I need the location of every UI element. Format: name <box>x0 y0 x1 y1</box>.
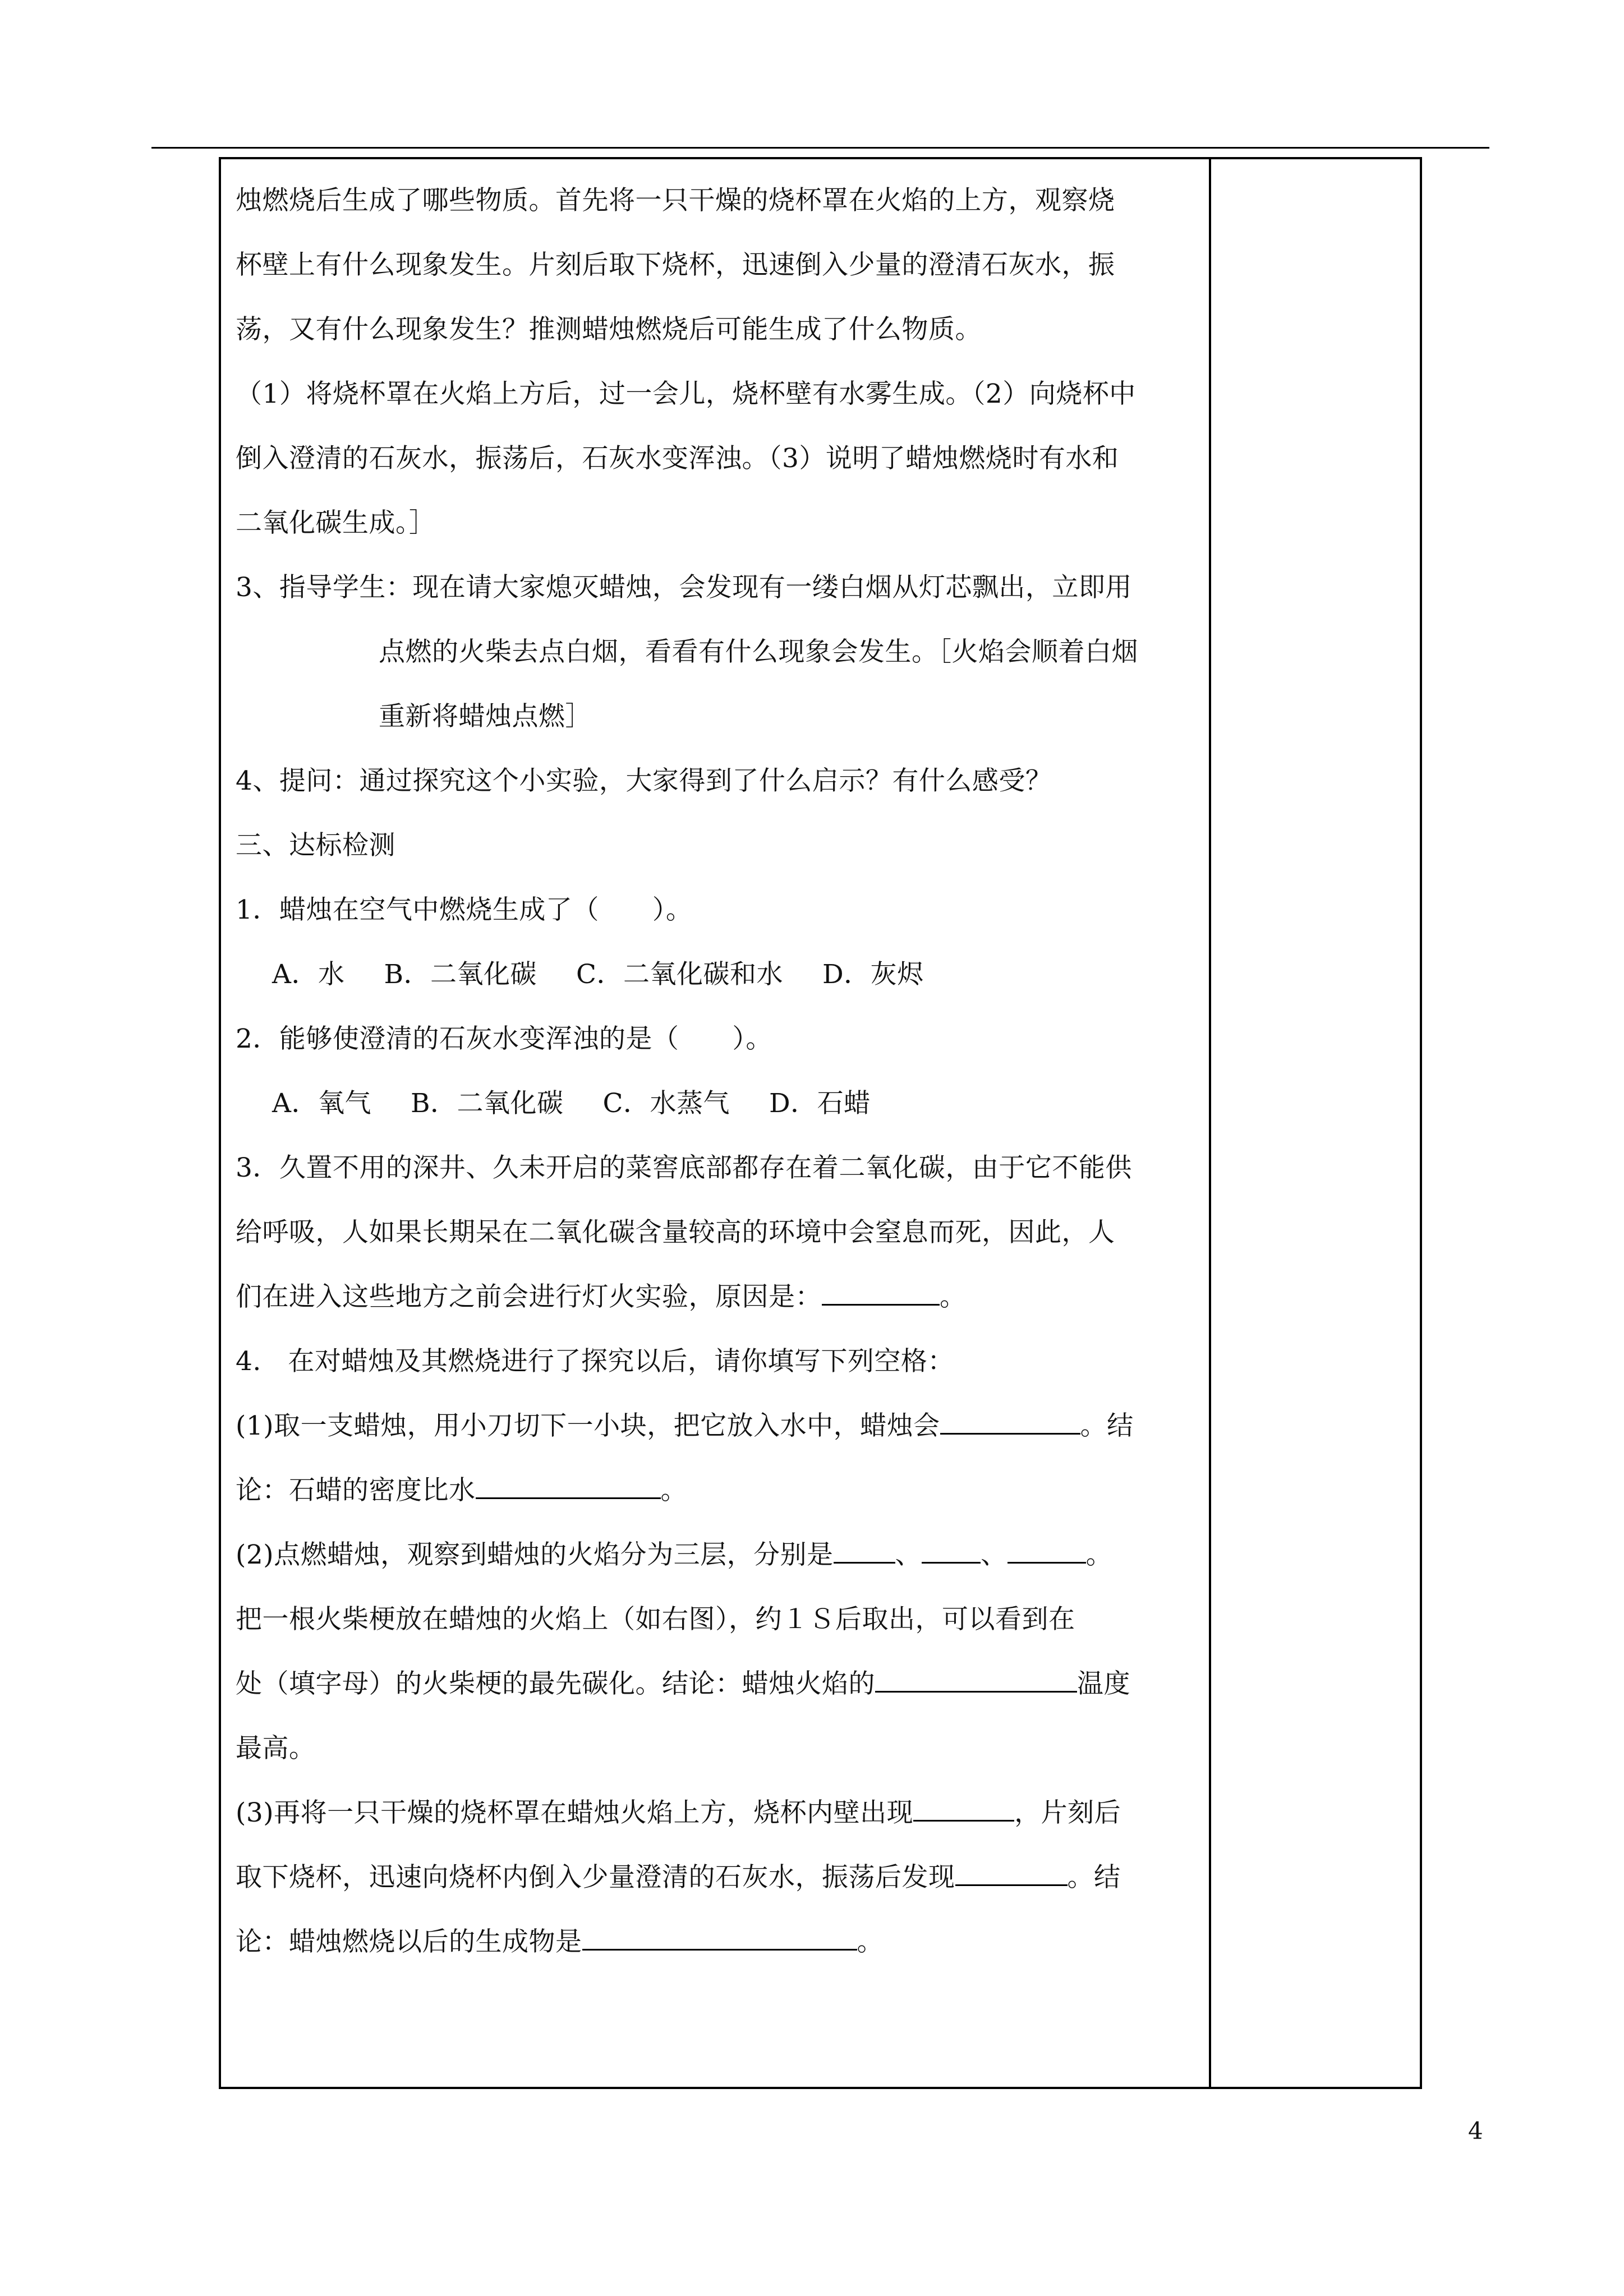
text-line: 把一根火柴梗放在蜡烛的火焰上（如右图），约１Ｓ后取出，可以看到在 <box>236 1604 1075 1635</box>
answer-blank[interactable] <box>955 1859 1068 1886</box>
text-line <box>236 1265 1200 1329</box>
text-segment: (3)再将一只干燥的烧杯罩在蜡烛火焰上方，烧杯内壁出现 <box>236 1797 914 1828</box>
text-segment: 温度 <box>1077 1668 1130 1699</box>
text-segment: 。结 <box>1067 1862 1121 1893</box>
option: D．灰烬 <box>822 959 924 990</box>
question-2-options <box>236 1071 1200 1136</box>
question-2: 2．能够使澄清的石灰水变浑浊的是（ ）。 <box>236 1023 772 1054</box>
text-segment: 。 <box>1085 1539 1113 1570</box>
text-line: （1）将烧杯罩在火焰上方后，过一会儿，烧杯壁有水雾生成。（2）向烧杯中 <box>236 379 1136 409</box>
text-line: 最高。 <box>236 1733 316 1764</box>
answer-blank[interactable] <box>1007 1536 1086 1564</box>
lesson-content <box>236 168 1200 1974</box>
text-line: 烛燃烧后生成了哪些物质。首先将一只干燥的烧杯罩在火焰的上方，观察烧 <box>236 185 1115 216</box>
text-segment: 们在进入这些地方之前会进行灯火实验，原因是： <box>236 1281 822 1312</box>
text-segment: (2)点燃蜡烛，观察到蜡烛的火焰分为三层，分别是 <box>236 1539 834 1570</box>
text-line: 点燃的火柴去点白烟，看看有什么现象会发生。［火焰会顺着白烟 <box>379 637 1138 667</box>
text-line: 杯壁上有什么现象发生。片刻后取下烧杯，迅速倒入少量的澄清石灰水，振 <box>236 250 1115 280</box>
option: B．二氧化碳 <box>410 1088 564 1119</box>
text-line: 4、提问：通过探究这个小实验，大家得到了什么启示？有什么感受？ <box>236 766 1052 796</box>
header-rule <box>151 147 1489 149</box>
text-segment: 。 <box>660 1475 687 1506</box>
question-1-options <box>236 942 1200 1007</box>
text-segment: 。 <box>940 1281 967 1312</box>
option: B．二氧化碳 <box>384 959 537 990</box>
text-line <box>236 1394 1200 1458</box>
question-3: 3．久置不用的深井、久未开启的菜窖底部都存在着二氧化碳，由于它不能供 <box>236 1152 1132 1183</box>
text-line <box>236 1781 1200 1845</box>
text-segment: 。结 <box>1080 1410 1134 1441</box>
answer-blank[interactable] <box>834 1536 895 1564</box>
text-segment: 处（填字母）的火柴梗的最先碳化。结论：蜡烛火焰的 <box>236 1668 875 1699</box>
text-line <box>236 1458 1200 1523</box>
answer-blank[interactable] <box>582 1923 857 1951</box>
section-heading: 三、达标检测 <box>236 830 395 861</box>
question-1: 1．蜡烛在空气中燃烧生成了（ ）。 <box>236 895 693 925</box>
table-column-divider <box>1209 157 1211 2089</box>
question-4: 4. 在对蜡烛及其燃烧进行了探究以后，请你填写下列空格： <box>236 1346 954 1377</box>
text-segment: 。 <box>857 1926 884 1957</box>
page-number: 4 <box>1468 2117 1483 2145</box>
answer-blank[interactable] <box>913 1794 1014 1822</box>
answer-blank[interactable] <box>476 1472 661 1499</box>
answer-blank[interactable] <box>922 1536 981 1564</box>
text-line <box>236 1845 1200 1910</box>
answer-blank[interactable] <box>875 1665 1077 1693</box>
text-segment: (1)取一支蜡烛，用小刀切下一小块，把它放入水中，蜡烛会 <box>236 1410 940 1441</box>
text-segment: 、 <box>895 1539 922 1570</box>
text-line: 二氧化碳生成。］ <box>236 508 436 538</box>
text-line: 倒入澄清的石灰水，振荡后，石灰水变浑浊。（3）说明了蜡烛燃烧时有水和 <box>236 443 1119 474</box>
option: C．二氧化碳和水 <box>576 959 783 990</box>
text-line <box>236 1910 1200 1974</box>
text-segment: 、 <box>981 1539 1007 1570</box>
text-line: 重新将蜡烛点燃］ <box>379 701 592 732</box>
text-segment: 论：蜡烛燃烧以后的生成物是 <box>236 1926 582 1957</box>
text-line: 给呼吸，人如果长期呆在二氧化碳含量较高的环境中会窒息而死，因此，人 <box>236 1217 1115 1248</box>
answer-blank[interactable] <box>940 1407 1080 1435</box>
text-segment: ，片刻后 <box>1014 1797 1121 1828</box>
option: A．氧气 <box>272 1088 371 1119</box>
text-segment: 论：石蜡的密度比水 <box>236 1475 476 1506</box>
answer-blank[interactable] <box>822 1278 940 1306</box>
text-segment: 取下烧杯，迅速向烧杯内倒入少量澄清的石灰水，振荡后发现 <box>236 1862 955 1893</box>
text-line: 荡，又有什么现象发生？推测蜡烛燃烧后可能生成了什么物质。 <box>236 314 982 345</box>
text-line: 3、指导学生：现在请大家熄灭蜡烛，会发现有一缕白烟从灯芯飘出，立即用 <box>236 572 1132 603</box>
option: D．石蜡 <box>769 1088 871 1119</box>
text-line <box>236 1523 1200 1587</box>
option: A．水 <box>272 959 345 990</box>
text-line <box>236 1652 1200 1716</box>
option: C．水蒸气 <box>602 1088 730 1119</box>
